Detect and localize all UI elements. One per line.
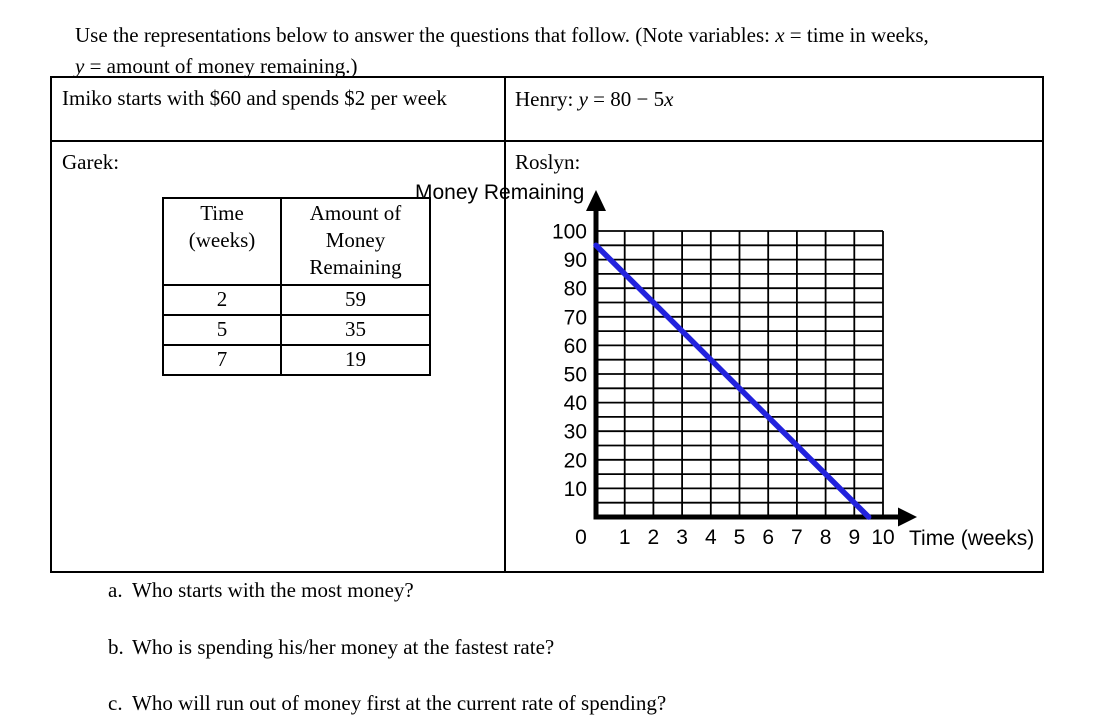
y-tick-label: 80 (563, 277, 587, 301)
garek-table-cell-time: 7 (163, 345, 281, 375)
question-a (108, 578, 414, 602)
x-tick-label: 6 (762, 526, 775, 549)
x-tick-label: 4 (704, 526, 717, 549)
garek-table-cell-amount: 19 (281, 345, 430, 375)
y-tick-label: 70 (563, 306, 587, 330)
garek-table-cell-amount: 59 (281, 285, 430, 315)
y-axis-title: Money Remaining (415, 181, 585, 204)
y-tick-label: 20 (563, 449, 587, 473)
question-letter: b. (108, 635, 124, 659)
question-letter: a. (108, 578, 123, 602)
garek-cell-label: Garek: (62, 150, 120, 174)
garek-table-cell-time: 5 (163, 315, 281, 345)
y-tick-label: 60 (563, 334, 587, 358)
garek-table-header-time: Time (weeks) (163, 198, 281, 285)
x-tick-label: 2 (647, 526, 660, 549)
variable-x: x (775, 23, 785, 47)
intro-line-1-text: Use the representations below to answer the questions that follow. (Note variables: (75, 23, 776, 47)
intro-line-1 (75, 20, 929, 51)
question-letter: c. (108, 691, 123, 715)
equation-var-x: x (664, 87, 674, 111)
henry-cell-text (515, 84, 673, 115)
y-tick-label: 30 (563, 420, 587, 444)
x-tick-label: 7 (791, 526, 803, 549)
garek-table-cell-time: 2 (163, 285, 281, 315)
x-tick-label: 8 (819, 526, 832, 549)
x-axis-arrow-icon (898, 508, 917, 527)
x-tick-label: 1 (618, 526, 631, 549)
x-tick-label: 10 (871, 526, 895, 549)
imiko-cell-text: Imiko starts with $60 and spends $2 per week (62, 86, 447, 110)
roslyn-cell-label: Roslyn: (515, 150, 581, 174)
y-tick-label: 90 (563, 249, 587, 273)
y-tick-label: 100 (551, 220, 587, 244)
table-horizontal-divider (52, 140, 1042, 142)
equation-var-y: y (578, 87, 588, 111)
garek-table-cell-amount: 35 (281, 315, 430, 345)
question-c (108, 691, 666, 715)
question-text: Who is spending his/her money at the fastest rate? (132, 635, 555, 659)
question-text: Who will run out of money first at the current rate of spending? (132, 691, 667, 715)
y-axis-arrow-icon (586, 190, 606, 211)
question-b (108, 635, 554, 659)
intro-line-2-tail: = amount of money remaining.) (84, 54, 358, 78)
y-tick-label: 10 (563, 477, 587, 501)
garek-table-header-amount: Amount of Money Remaining (281, 198, 430, 285)
x-tick-label: 9 (848, 526, 861, 549)
x-axis-title: Time (weeks) (909, 527, 1035, 550)
variable-y: y (75, 54, 85, 78)
x-tick-label: 3 (676, 526, 688, 549)
intro-line-1-tail: = time in weeks, (784, 23, 929, 47)
x-tick-label: 5 (733, 526, 746, 549)
y-tick-label: 40 (563, 392, 587, 416)
henry-label: Henry: (515, 87, 579, 111)
roslyn-graph (380, 175, 1060, 565)
question-text: Who starts with the most money? (132, 578, 414, 602)
y-tick-label: 50 (563, 363, 587, 387)
x-tick-label: 0 (575, 526, 587, 549)
equation-middle: = 80 − 5 (587, 87, 665, 111)
data-line (596, 245, 869, 517)
